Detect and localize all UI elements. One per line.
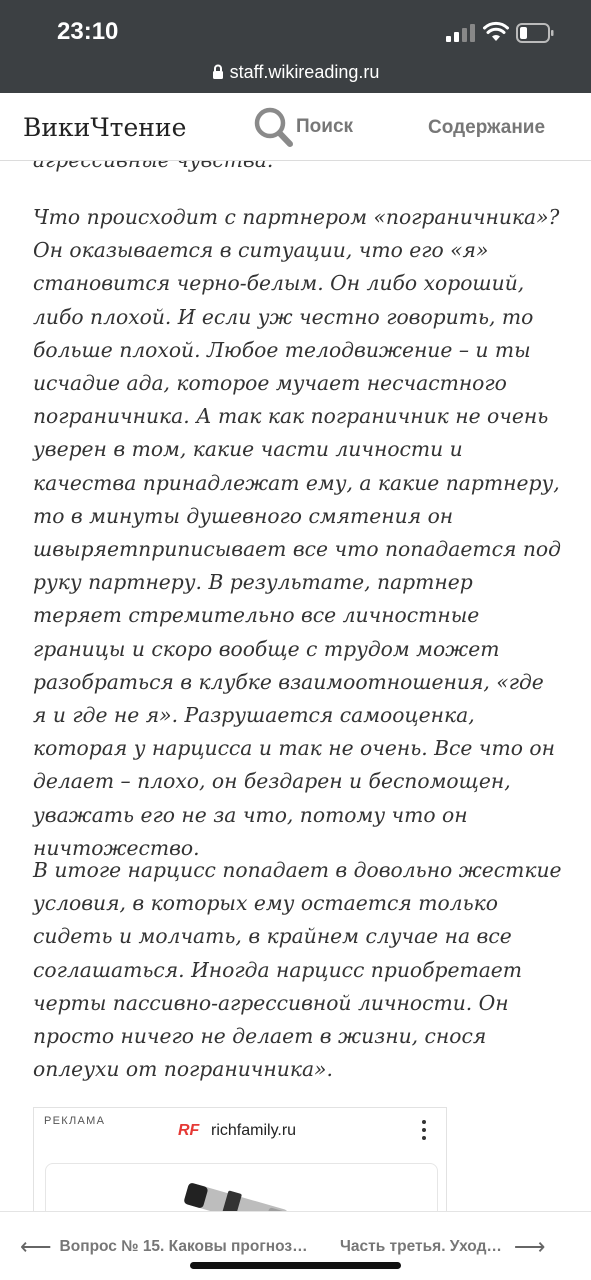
search-label: Поиск xyxy=(296,116,354,137)
prev-chapter-link[interactable] xyxy=(20,1234,308,1260)
ad-brand-logo: RF xyxy=(178,1122,200,1139)
arrow-left-icon: ⟵ xyxy=(20,1234,52,1259)
browser-url-bar[interactable] xyxy=(0,58,591,93)
next-chapter-title: Часть третья. Уход… xyxy=(340,1238,502,1255)
next-chapter-link[interactable] xyxy=(340,1234,545,1260)
home-indicator[interactable] xyxy=(190,1262,401,1269)
clock: 23:10 xyxy=(57,18,119,45)
site-logo[interactable]: ВикиЧтение xyxy=(23,113,187,142)
arrow-right-icon: ⟶ xyxy=(513,1234,546,1259)
article-content xyxy=(0,161,591,1211)
ad-label: РЕКЛАМА xyxy=(44,1115,106,1127)
prev-chapter-title: Вопрос № 15. Каковы прогноз… xyxy=(59,1238,308,1255)
lock-icon xyxy=(212,64,224,79)
site-header xyxy=(0,93,591,161)
search-button[interactable] xyxy=(252,105,353,149)
battery-icon xyxy=(516,23,554,43)
ad-domain[interactable]: richfamily.ru xyxy=(211,1122,297,1139)
url-text[interactable]: staff.wikireading.ru xyxy=(229,62,380,82)
wifi-icon xyxy=(483,22,509,42)
article-paragraph: Что происходит с партнером «пограничника»? Он оказывается в ситуации, что его «я» становится черно-белым. Он либо хороший, либо плохой. И если уж честно говорить, то больше плохой. Любое телодвижение – и ты исчадие ада, которое мучает несчастного пограничника. А так как пограничник не очень уверен в том, какие части личности и качества принадлежат ему, а какие партнеру, то в минуты душевного смятения он швыряетприписывает все что попадается под руку партнеру. В результате, партнер теряет стремительно все личностные границы и скоро вообще с трудом может разобраться в клубке взаимоотношения, «где я и где не я». Разрушается самооценка, которая у нарцисса и так не очень. Все что он делает – плохо, он бездарен и беспомощен, уважать его не за что, потому что он ничтожество. xyxy=(33,205,561,860)
search-icon xyxy=(252,105,294,149)
table-of-contents-link[interactable]: Содержание xyxy=(428,117,546,138)
article-paragraph: В итоге нарцисс попадает в довольно жесткие условия, в которых ему остается только сидеть и молчать, в крайнем случае на все соглашаться. Иногда нарцисс приобретает черты пассивно-агрессивной личности. Он просто ничего не делает в жизни, снося оплеухи от пограничника». xyxy=(33,858,562,1082)
more-options-icon[interactable] xyxy=(420,1118,428,1142)
cellular-signal-icon xyxy=(446,24,476,42)
chapter-navigation xyxy=(0,1211,591,1280)
status-bar xyxy=(0,0,591,58)
